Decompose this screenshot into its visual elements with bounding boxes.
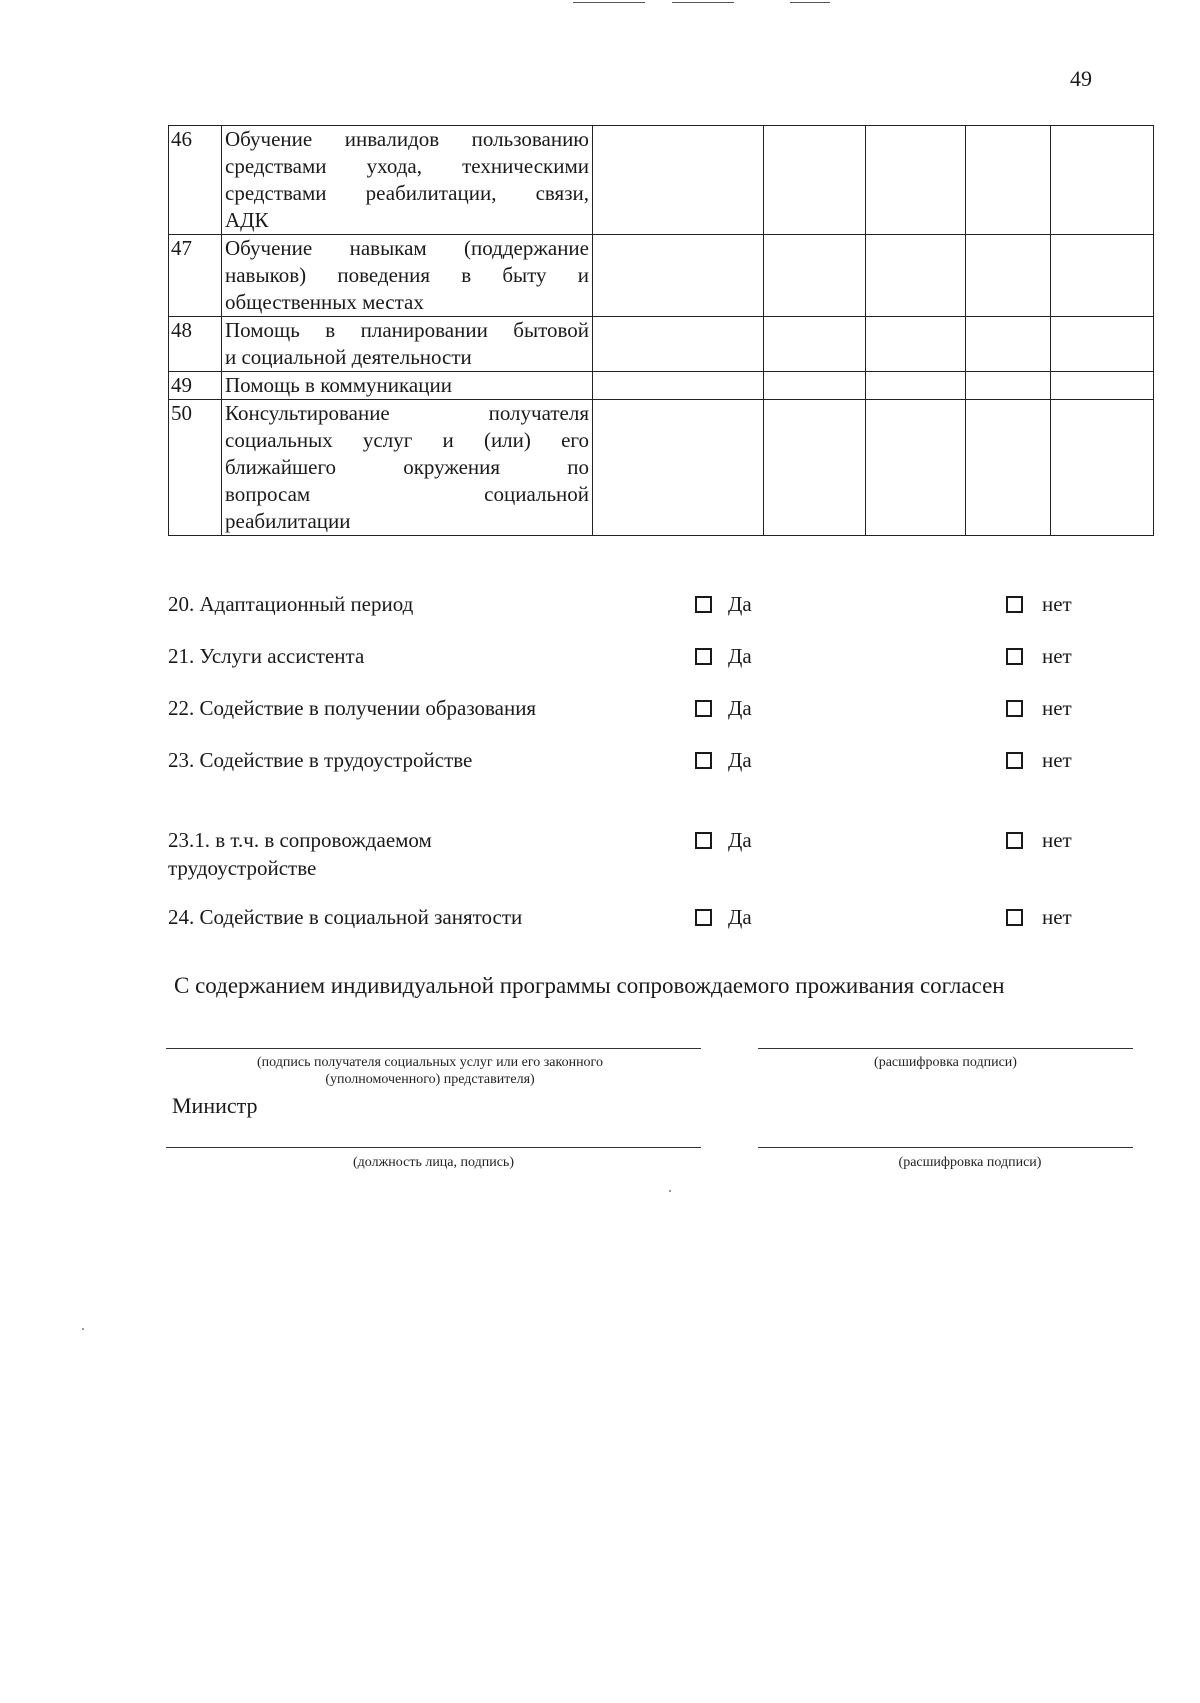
service-name: [222, 317, 593, 372]
service-name-line: АДК: [225, 208, 269, 232]
yes-label: Да: [728, 695, 752, 720]
option-label: 23.1. в т.ч. в сопровождаемом трудоустройстве: [168, 828, 432, 880]
service-name-line: ближайшего окружения по: [225, 455, 589, 479]
recipient-decode-caption: (расшифровка подписи): [874, 1055, 1017, 1070]
no-label: нет: [1042, 591, 1072, 616]
table-cell[interactable]: [866, 400, 966, 536]
service-name-line: Помощь в планировании бытовой: [225, 318, 589, 342]
table-cell[interactable]: [593, 317, 764, 372]
table-cell[interactable]: [593, 372, 764, 400]
table-cell[interactable]: [1051, 372, 1154, 400]
table-row: [169, 400, 1154, 536]
table-cell[interactable]: [866, 126, 966, 235]
yes-checkbox[interactable]: [695, 590, 752, 618]
table-row: [169, 317, 1154, 372]
table-row: [169, 372, 1154, 400]
table-cell[interactable]: [1051, 235, 1154, 317]
row-number: 46: [169, 126, 222, 235]
yes-label: Да: [728, 591, 752, 616]
recipient-decode-line[interactable]: [758, 1048, 1133, 1049]
service-name: [222, 400, 593, 536]
service-name: [222, 235, 593, 317]
table-cell[interactable]: [1051, 317, 1154, 372]
yes-checkbox[interactable]: [695, 903, 752, 931]
official-decode-line[interactable]: [758, 1147, 1133, 1148]
checkbox-icon[interactable]: [695, 752, 712, 769]
checkbox-icon[interactable]: [1006, 648, 1023, 665]
recipient-signature-line[interactable]: [166, 1048, 701, 1049]
page-number: 49: [1070, 66, 1092, 91]
yes-checkbox[interactable]: [695, 746, 752, 774]
recipient-signature-caption: (подпись получателя социальных услуг или его законного (уполномоченного) представителя): [257, 1055, 603, 1087]
official-position: Министр: [172, 1093, 258, 1118]
table-cell[interactable]: [593, 400, 764, 536]
checkbox-icon[interactable]: [1006, 832, 1023, 849]
checkbox-icon[interactable]: [1006, 752, 1023, 769]
official-signature-caption: (должность лица, подпись): [353, 1155, 514, 1170]
yes-checkbox[interactable]: [695, 694, 752, 722]
checkbox-icon[interactable]: [695, 648, 712, 665]
service-name-line: и социальной деятельности: [225, 345, 472, 369]
table-cell[interactable]: [764, 126, 866, 235]
option-label: 24. Содействие в социальной занятости: [168, 905, 523, 929]
no-checkbox[interactable]: [1006, 903, 1072, 931]
table-cell[interactable]: [966, 126, 1051, 235]
no-checkbox[interactable]: [1006, 642, 1072, 670]
table-cell[interactable]: [764, 400, 866, 536]
service-name-line: общественных местах: [225, 290, 424, 314]
service-name-line: средствами ухода, техническими: [225, 154, 589, 178]
option-label: 22. Содействие в получении образования: [168, 696, 537, 720]
yes-label: Да: [728, 904, 752, 929]
table-cell[interactable]: [764, 372, 866, 400]
no-checkbox[interactable]: [1006, 694, 1072, 722]
official-signature-line[interactable]: [166, 1147, 701, 1148]
table-cell[interactable]: [966, 235, 1051, 317]
table-cell[interactable]: [764, 317, 866, 372]
checkbox-icon[interactable]: [695, 909, 712, 926]
service-name-line: Обучение навыкам (поддержание: [225, 236, 589, 260]
service-name: [222, 372, 593, 400]
no-checkbox[interactable]: [1006, 826, 1072, 854]
yes-label: Да: [728, 747, 752, 772]
checkbox-icon[interactable]: [695, 700, 712, 717]
scan-speck: [669, 1190, 671, 1192]
checkbox-icon[interactable]: [1006, 700, 1023, 717]
no-checkbox[interactable]: [1006, 590, 1072, 618]
option-label: 21. Услуги ассистента: [168, 644, 365, 668]
checkbox-icon[interactable]: [1006, 909, 1023, 926]
service-name-line: вопросам социальной: [225, 482, 589, 506]
no-label: нет: [1042, 827, 1072, 852]
service-name-line: Помощь в коммуникации: [225, 373, 452, 397]
service-name-line: средствами реабилитации, связи,: [225, 181, 589, 205]
table-cell[interactable]: [1051, 400, 1154, 536]
table-cell[interactable]: [1051, 126, 1154, 235]
table-cell[interactable]: [764, 235, 866, 317]
yes-label: Да: [728, 827, 752, 852]
no-checkbox[interactable]: [1006, 746, 1072, 774]
table-cell[interactable]: [966, 372, 1051, 400]
no-label: нет: [1042, 695, 1072, 720]
checkbox-icon[interactable]: [695, 832, 712, 849]
service-name: [222, 126, 593, 235]
table-cell[interactable]: [966, 317, 1051, 372]
row-number: 48: [169, 317, 222, 372]
table-cell[interactable]: [593, 126, 764, 235]
row-number: 49: [169, 372, 222, 400]
table-cell[interactable]: [866, 372, 966, 400]
scan-top-marks: [0, 0, 1200, 6]
option-label: 20. Адаптационный период: [168, 592, 414, 616]
checkbox-icon[interactable]: [1006, 596, 1023, 613]
no-label: нет: [1042, 643, 1072, 668]
service-name-line: реабилитации: [225, 509, 351, 533]
yes-checkbox[interactable]: [695, 642, 752, 670]
service-name-line: Консультирование получателя: [225, 401, 589, 425]
option-label: 23. Содействие в трудоустройстве: [168, 748, 473, 772]
row-number: 50: [169, 400, 222, 536]
table-cell[interactable]: [966, 400, 1051, 536]
no-label: нет: [1042, 747, 1072, 772]
agreement-statement: С содержанием индивидуальной программы сопровождаемого проживания согласен: [174, 973, 1005, 998]
checkbox-icon[interactable]: [695, 596, 712, 613]
official-decode-caption: (расшифровка подписи): [898, 1155, 1042, 1170]
yes-label: Да: [728, 643, 752, 668]
table-row: [169, 235, 1154, 317]
service-name-line: социальных услуг и (или) его: [225, 428, 589, 452]
table-cell[interactable]: [866, 235, 966, 317]
service-name-line: навыков) поведения в быту и: [225, 263, 589, 287]
yes-checkbox[interactable]: [695, 826, 752, 854]
table-cell[interactable]: [866, 317, 966, 372]
table-cell[interactable]: [593, 235, 764, 317]
scan-speck: [82, 1328, 84, 1330]
service-name-line: Обучение инвалидов пользованию: [225, 127, 589, 151]
no-label: нет: [1042, 904, 1072, 929]
table-row: [169, 126, 1154, 235]
row-number: 47: [169, 235, 222, 317]
services-table: [168, 125, 1154, 536]
